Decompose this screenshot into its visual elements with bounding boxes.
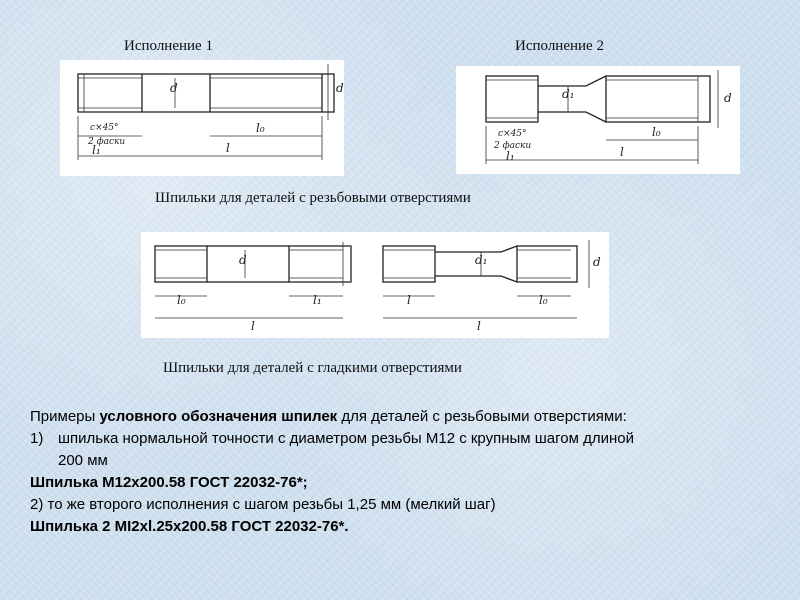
svg-text:c×45°: c×45°: [90, 123, 119, 133]
variant-2-label: Исполнение 2: [515, 38, 604, 54]
designation-examples: [30, 406, 778, 538]
svg-text:l₁: l₁: [506, 149, 515, 163]
svg-text:l₀: l₀: [256, 121, 265, 135]
drawing-smooth-holes: [141, 232, 609, 338]
svg-text:l: l: [620, 145, 624, 159]
list-item-1-cont: 200 мм: [58, 452, 108, 469]
svg-text:d₁: d₁: [562, 87, 575, 101]
intro-line: Примеры условного обозначения шпилек для деталей с резьбовыми отверстиями:: [30, 408, 627, 425]
svg-text:l₁: l₁: [313, 293, 322, 307]
svg-text:d: d: [593, 255, 601, 269]
svg-text:l: l: [477, 319, 481, 333]
svg-text:d₁: d₁: [475, 253, 488, 267]
threaded-holes-caption: Шпильки для деталей с резьбовыми отверстиями: [155, 190, 471, 206]
smooth-holes-caption: Шпильки для деталей с гладкими отверстиями: [163, 360, 462, 376]
drawing-variant-2: [456, 66, 740, 174]
svg-text:l: l: [251, 319, 255, 333]
svg-text:c×45°: c×45°: [498, 129, 527, 139]
stud-body: [78, 74, 334, 112]
list-item-2: 2) то же второго исполнения с шагом резьбы 1,25 мм (мелкий шаг): [30, 496, 496, 513]
svg-text:2 фаски: 2 фаски: [494, 141, 532, 151]
d-mark: d: [336, 81, 344, 95]
svg-text:d: d: [239, 253, 247, 267]
svg-text:l₁: l₁: [92, 143, 101, 157]
svg-text:l: l: [407, 293, 411, 307]
svg-text:l₀: l₀: [652, 125, 661, 139]
svg-text:l₀: l₀: [539, 293, 548, 307]
variant-1-label: Исполнение 1: [124, 38, 213, 54]
svg-text:l: l: [226, 141, 230, 155]
drawing-variant-1: [60, 60, 344, 176]
svg-text:d: d: [724, 91, 732, 105]
list-item-1: 1) шпилька нормальной точности с диаметром резьбы М12 с крупным шагом длиной: [30, 430, 635, 447]
svg-text:l₀: l₀: [177, 293, 186, 307]
designation-2: Шпилька 2 МI2хl.25х200.58 ГОСТ 22032-76*.: [30, 518, 349, 535]
svg-text:2 фаски: 2 фаски: [88, 137, 126, 147]
d-mark: d: [170, 81, 178, 95]
designation-1: Шпилька М12х200.58 ГОСТ 22032-76*;: [30, 474, 308, 491]
